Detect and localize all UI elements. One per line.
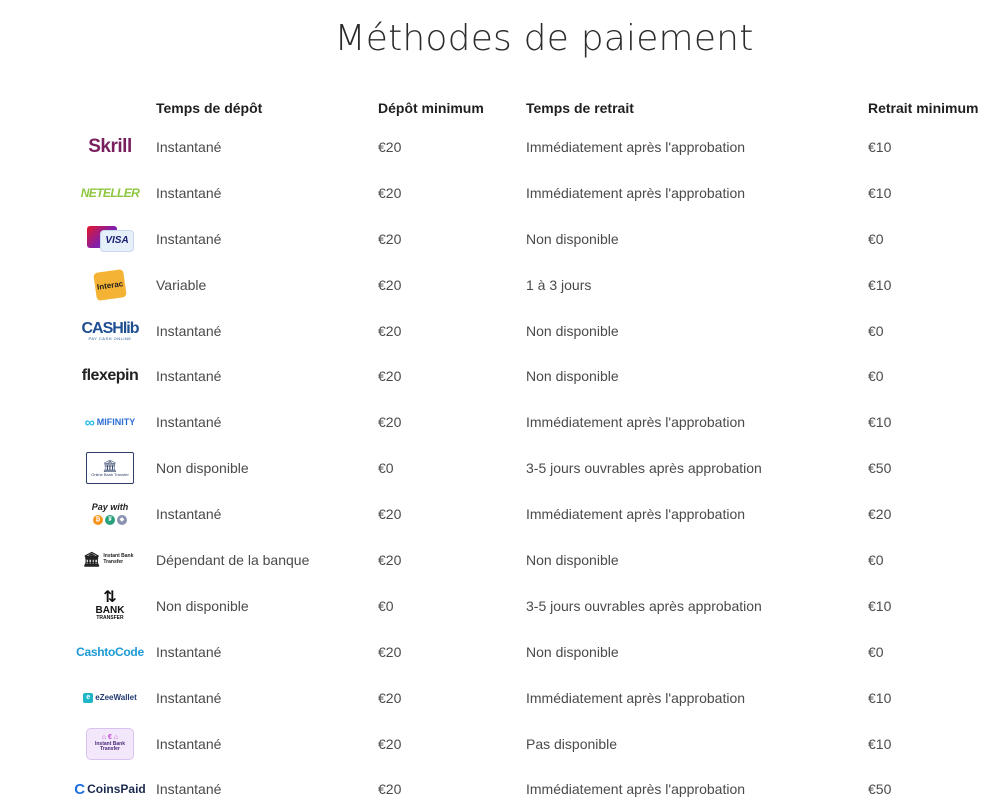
instant-bank-transfer-logo: 🏛 Instant Bank Transfer	[82, 551, 134, 568]
min-deposit-cell: €20	[378, 551, 402, 568]
withdraw-time-cell: Immédiatement après l'approbation	[526, 138, 746, 155]
min-deposit-cell: €0	[378, 597, 394, 614]
min-withdraw-cell: €10	[868, 184, 892, 201]
header-withdraw-time: Temps de retrait	[526, 100, 634, 116]
min-deposit-cell: €20	[378, 276, 402, 293]
bank-icon: 🏛	[102, 458, 118, 473]
deposit-time-cell: Instantané	[156, 322, 222, 339]
neteller-logo: NETELLER	[80, 185, 140, 200]
online-bank-transfer-logo: 🏛 Online Bank Transfer	[70, 448, 150, 488]
withdraw-time-cell: Immédiatement après l'approbation	[526, 781, 746, 798]
infinity-icon: ∞	[84, 414, 95, 431]
table-row	[70, 399, 1000, 445]
table-header-row	[70, 92, 1000, 124]
table-row	[70, 445, 1000, 491]
deposit-time-cell: Instantané	[156, 506, 222, 523]
min-withdraw-cell: €10	[868, 414, 892, 431]
skrill-logo: Skrill	[88, 135, 132, 157]
deposit-time-cell: Instantané	[156, 368, 222, 385]
flexepin-logo: flexepin	[81, 367, 139, 385]
min-deposit-cell: €20	[378, 689, 402, 706]
deposit-time-cell: Instantané	[156, 230, 222, 247]
deposit-time-cell: Instantané	[156, 735, 222, 752]
table-row	[70, 583, 1000, 629]
min-deposit-cell: €20	[378, 230, 402, 247]
withdraw-time-cell: Immédiatement après l'approbation	[526, 184, 746, 201]
instant-bank-transfer-badge-logo: ⌂ € ⌂ Instant Bank Transfer	[70, 724, 150, 764]
table-row	[70, 170, 1000, 216]
min-deposit-cell: €20	[378, 506, 402, 523]
deposit-time-cell: Instantané	[156, 689, 222, 706]
withdraw-time-cell: Pas disponible	[526, 735, 618, 752]
table-row	[70, 766, 1000, 812]
cashtocode-logo: CashtoCode	[76, 644, 144, 659]
table-row	[70, 629, 1000, 675]
min-withdraw-cell: €50	[868, 460, 892, 477]
min-deposit-cell: €20	[378, 322, 402, 339]
table-row	[70, 675, 1000, 721]
withdraw-time-cell: Immédiatement après l'approbation	[526, 506, 746, 523]
table-row	[70, 353, 1000, 399]
min-deposit-cell: €20	[378, 368, 402, 385]
withdraw-time-cell: Non disponible	[526, 643, 619, 660]
withdraw-time-cell: 3-5 jours ouvrables après approbation	[526, 460, 762, 477]
withdraw-time-cell: Immédiatement après l'approbation	[526, 414, 746, 431]
min-deposit-cell: €20	[378, 138, 402, 155]
header-min-deposit: Dépôt minimum	[378, 100, 484, 116]
min-deposit-cell: €20	[378, 414, 402, 431]
interac-logo: Interac	[70, 265, 150, 305]
withdraw-time-cell: Non disponible	[526, 368, 619, 385]
table-row	[70, 491, 1000, 537]
coinspaid-logo: C CoinsPaid	[74, 780, 146, 798]
min-deposit-cell: €20	[378, 735, 402, 752]
pay-with-crypto-logo: Pay with ₿ ₮ ◆	[70, 494, 150, 534]
header-min-withdraw: Retrait minimum	[868, 100, 979, 116]
withdraw-time-cell: Non disponible	[526, 551, 619, 568]
deposit-time-cell: Variable	[156, 276, 207, 293]
min-withdraw-cell: €50	[868, 781, 892, 798]
withdraw-time-cell: 1 à 3 jours	[526, 276, 592, 293]
transfer-arrows-icon: ⇅	[103, 589, 117, 607]
page-title: Méthodes de paiement	[334, 18, 754, 59]
mifinity-logo: ∞ MIFINITY	[84, 414, 136, 431]
coinspaid-icon: C	[74, 780, 86, 798]
min-deposit-cell: €0	[378, 460, 394, 477]
min-withdraw-cell: €0	[868, 230, 884, 247]
deposit-time-cell: Non disponible	[156, 597, 249, 614]
deposit-time-cell: Instantané	[156, 138, 222, 155]
payment-methods-table	[70, 92, 1000, 812]
table-row	[70, 216, 1000, 262]
min-withdraw-cell: €10	[868, 597, 892, 614]
deposit-time-cell: Non disponible	[156, 460, 249, 477]
visa-mastercard-logo: VISA	[70, 219, 150, 259]
deposit-time-cell: Instantané	[156, 781, 222, 798]
ezee-icon: e	[83, 693, 93, 703]
bank-icon: 🏛	[82, 551, 101, 568]
cashlib-logo: CASHlib PAY CASH ONLINE	[81, 319, 139, 341]
min-withdraw-cell: €0	[868, 643, 884, 660]
deposit-time-cell: Instantané	[156, 184, 222, 201]
header-logo	[70, 92, 156, 124]
table-row	[70, 537, 1000, 583]
deposit-time-cell: Instantané	[156, 643, 222, 660]
min-withdraw-cell: €10	[868, 138, 892, 155]
min-deposit-cell: €20	[378, 184, 402, 201]
withdraw-time-cell: Non disponible	[526, 322, 619, 339]
min-withdraw-cell: €0	[868, 551, 884, 568]
min-withdraw-cell: €20	[868, 506, 892, 523]
withdraw-time-cell: Non disponible	[526, 230, 619, 247]
withdraw-time-cell: 3-5 jours ouvrables après approbation	[526, 597, 762, 614]
min-withdraw-cell: €10	[868, 735, 892, 752]
withdraw-time-cell: Immédiatement après l'approbation	[526, 689, 746, 706]
deposit-time-cell: Instantané	[156, 414, 222, 431]
bank-transfer-logo: ⇅ BANK TRANSFER	[95, 589, 125, 622]
table-row	[70, 124, 1000, 170]
table-row	[70, 721, 1000, 767]
min-deposit-cell: €20	[378, 643, 402, 660]
bank-euro-icon: ⌂ € ⌂	[101, 734, 119, 742]
deposit-time-cell: Dépendant de la banque	[156, 551, 310, 568]
min-withdraw-cell: €0	[868, 322, 884, 339]
table-row	[70, 308, 1000, 354]
min-deposit-cell: €20	[378, 781, 402, 798]
min-withdraw-cell: €0	[868, 368, 884, 385]
header-deposit-time: Temps de dépôt	[156, 100, 263, 116]
ezeewallet-logo: e eZeeWallet	[70, 678, 150, 718]
min-withdraw-cell: €10	[868, 689, 892, 706]
min-withdraw-cell: €10	[868, 276, 892, 293]
table-row	[70, 262, 1000, 308]
